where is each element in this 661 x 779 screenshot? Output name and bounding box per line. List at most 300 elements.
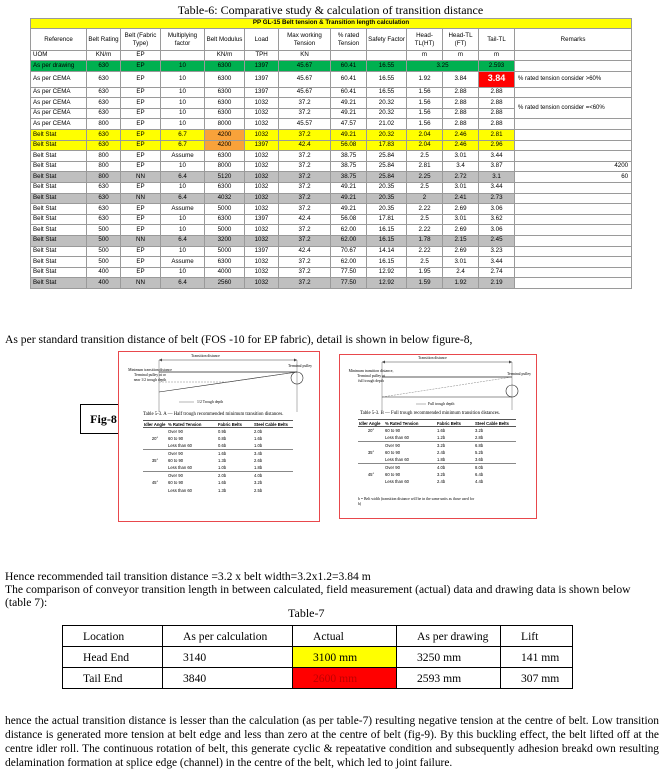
cell: Belt Stat: [31, 235, 87, 246]
cell: 38.75: [331, 161, 367, 172]
mini-cell: [358, 463, 384, 470]
cell: As per drawing: [31, 61, 87, 72]
cell: EP: [121, 71, 161, 87]
paragraph-1: As per standard transition distance of belt (FOS -10 for EP fabric), detail is shown in below figure-8,: [5, 333, 473, 346]
mini-row: [358, 478, 516, 485]
cell: 800: [87, 119, 121, 130]
cell: Belt Stat: [31, 246, 87, 257]
half-trough-diagram: [119, 352, 321, 418]
cell: 500: [87, 257, 121, 268]
cell: EP: [121, 98, 161, 109]
cell: 3840: [163, 668, 293, 689]
transition-calculation-table: [30, 18, 632, 289]
mini-row: [143, 479, 293, 486]
cell: 2.73: [479, 193, 515, 204]
cell: 62.00: [331, 257, 367, 268]
cell: 62.00: [331, 225, 367, 236]
cell: NN: [121, 172, 161, 183]
cell: 49.21: [331, 193, 367, 204]
mini-cell: Less than 60: [168, 487, 192, 493]
cell: EP: [121, 61, 161, 72]
table6-header-row: [31, 29, 632, 51]
cell: 2.81: [479, 129, 515, 140]
cell: Belt Stat: [31, 257, 87, 268]
cell: 20.35: [367, 182, 407, 193]
cell: 6300: [205, 151, 245, 162]
cell: 2.69: [443, 225, 479, 236]
mini-row: [143, 428, 293, 435]
cell: Belt Stat: [31, 129, 87, 140]
mini-cell: 8.0b: [474, 463, 516, 470]
mini-cell: 2.0b: [217, 472, 253, 479]
cell: 16.55: [367, 61, 407, 72]
cell: 37.2: [279, 193, 331, 204]
cell: 141 mm: [501, 647, 573, 668]
header-cell: Belt Modulus: [205, 29, 245, 51]
cell: 60.41: [331, 71, 367, 87]
mini-header: Steel Cable Belts: [253, 421, 293, 428]
cell: EP: [121, 182, 161, 193]
cell: 3.01: [443, 182, 479, 193]
header-cell: % rated Tension: [331, 29, 367, 51]
cell: 2593 mm: [397, 668, 501, 689]
table6-caption: Table-6: Comparative study & calculation of transition distance: [177, 3, 484, 17]
table-row: [31, 246, 632, 257]
cell: 6300: [205, 257, 245, 268]
cell: 800: [87, 161, 121, 172]
cell: Belt Stat: [31, 225, 87, 236]
mini-cell: 3.4b: [253, 450, 293, 457]
cell: 500: [87, 225, 121, 236]
cell: 500: [87, 246, 121, 257]
cell: 630: [87, 193, 121, 204]
cell: 45.67: [279, 87, 331, 98]
left-min-text-2: Terminal pulley at or: [134, 373, 166, 377]
cell: 1032: [245, 161, 279, 172]
half-trough-rows: [143, 428, 293, 495]
cell: 5120: [205, 172, 245, 183]
right-min-text-1: Minimum transition distance,: [348, 369, 394, 373]
cell: 16.15: [367, 235, 407, 246]
cell: 10: [161, 225, 205, 236]
mini-cell: Over 90: [168, 428, 183, 434]
cell: Belt Stat: [31, 278, 87, 289]
recommended-tail-distance-text: Hence recommended tail transition distance =3.2 x belt width=3.2x1.2=3.84 m: [5, 570, 371, 583]
table-row: [31, 98, 632, 109]
mini-cell: 3.2b: [436, 441, 474, 448]
table-row: [31, 161, 632, 172]
cell: 5000: [205, 225, 245, 236]
paragraph-3: hence the actual transition distance is lesser than the calculation (as per table-7) resulting negative tension at the centre of belt. Low transition distance is generated more tension at belt edge and less than zero at the centre of belt (fig-9). By this buckling effect, the belt lifted off at the centre idler roll. The continuous rotation of belt, this generate cyclic & repeatative condition and subsequently adhesion breakd own resulting delamination formation at splice edge (channel) in the centre of the belt, which led to joint failure.: [5, 715, 659, 769]
cell: 60.41: [331, 61, 367, 72]
mini-cell: 1.6b: [437, 427, 446, 433]
cell: 14.14: [367, 246, 407, 257]
unit-cell: KN/m: [87, 51, 121, 61]
cell: 10: [161, 214, 205, 225]
cell: 60.41: [331, 87, 367, 98]
table-row: [31, 129, 632, 140]
left-table-title: Table 5-3. A — Half trough recommended minimum transition distances.: [143, 412, 284, 417]
mini-header: Fabric Belts: [217, 421, 253, 428]
cell: 2.96: [479, 140, 515, 151]
mini-cell: 2.4b: [437, 449, 446, 455]
cell: 2.04: [407, 140, 443, 151]
mini-cell: 1.6b: [254, 436, 263, 442]
cell: As per CEMA: [31, 119, 87, 130]
table-row: [31, 204, 632, 215]
side-value: 4200: [515, 161, 632, 172]
mini-cell: 35°: [151, 458, 159, 464]
cell: 400: [87, 278, 121, 289]
mini-cell: Less than 60: [385, 457, 409, 462]
cell: 8000: [205, 161, 245, 172]
cell: 2.593: [479, 61, 515, 72]
mini-cell: 1.8b: [254, 465, 263, 471]
cell: As per CEMA: [31, 87, 87, 98]
unit-cell: KN/m: [205, 51, 245, 61]
cell: 1397: [245, 71, 279, 87]
mini-cell: 2.0b: [254, 428, 263, 434]
cell: 630: [87, 87, 121, 98]
mini-cell: [358, 441, 384, 448]
cell: 630: [87, 140, 121, 151]
cell: 2.04: [407, 129, 443, 140]
table-row: [31, 172, 632, 183]
cell: EP: [121, 129, 161, 140]
header-cell: Belt Rating: [87, 29, 121, 51]
cell: 3.87: [479, 161, 515, 172]
unit-cell: [161, 51, 205, 61]
mini-cell: [358, 456, 384, 463]
mini-cell: 3.2b: [254, 480, 263, 486]
mini-cell: 60 to 90: [385, 427, 401, 433]
cell: 3.23: [479, 246, 515, 257]
cell: 1032: [245, 204, 279, 215]
paragraph-2: [5, 570, 655, 609]
cell: 47.57: [331, 119, 367, 130]
mini-cell: 1.6b: [217, 450, 253, 457]
cell: 20.32: [367, 98, 407, 109]
cell: 42.4: [279, 140, 331, 151]
cell: 49.21: [331, 108, 367, 119]
unit-cell: UOM: [31, 51, 87, 61]
cell: 49.21: [331, 129, 367, 140]
cell: Belt Stat: [31, 140, 87, 151]
cell: 2.72: [443, 172, 479, 183]
cell: 1032: [245, 119, 279, 130]
cell: 42.4: [279, 214, 331, 225]
mini-cell: 2.8b: [475, 434, 484, 440]
mini-cell: 1.8b: [437, 457, 446, 462]
cell: 2560: [205, 278, 245, 289]
table7-row-head-end: [63, 647, 573, 668]
cell: 37.2: [279, 108, 331, 119]
cell: 77.50: [331, 278, 367, 289]
cell: 2.5: [407, 182, 443, 193]
mini-row: [143, 464, 293, 471]
cell: NN: [121, 235, 161, 246]
unit-cell: m: [407, 51, 443, 61]
cell: 3.1: [479, 172, 515, 183]
mini-cell: Less than 60: [385, 479, 409, 485]
mini-cell: [143, 464, 167, 471]
unit-cell: m: [479, 51, 515, 61]
cell: 3.25: [407, 61, 479, 72]
cell: 1032: [245, 225, 279, 236]
cell: 3250 mm: [397, 647, 501, 668]
mini-cell: 1.3b: [218, 487, 227, 493]
cell: 1397: [245, 61, 279, 72]
unit-cell: [331, 51, 367, 61]
mini-cell: 60 to 90: [168, 436, 184, 442]
cell: 37.2: [279, 151, 331, 162]
cell: 307 mm: [501, 668, 573, 689]
mini-row: [358, 456, 516, 463]
cell: 5000: [205, 246, 245, 257]
cell: Belt Stat: [31, 172, 87, 183]
cell: 37.2: [279, 257, 331, 268]
table-row: [31, 278, 632, 289]
header-cell: As per calculation: [163, 626, 293, 647]
fig8-label: Fig-8: [80, 404, 127, 434]
mini-row: [358, 463, 516, 470]
table7-caption: Table-7: [288, 606, 325, 620]
mini-cell: 0.6b: [218, 443, 227, 449]
cell: 1032: [245, 267, 279, 278]
cell: EP: [121, 204, 161, 215]
mini-cell: 45°: [367, 472, 375, 478]
table-row: [31, 193, 632, 204]
cell: 2.22: [407, 246, 443, 257]
cell: 630: [87, 129, 121, 140]
cell: 38.75: [331, 151, 367, 162]
cell: 3.01: [443, 151, 479, 162]
cell: 6.7: [161, 129, 205, 140]
cell: 10: [161, 98, 205, 109]
cell: 1.56: [407, 108, 443, 119]
cell: [515, 61, 632, 72]
cell: 6300: [205, 71, 245, 87]
mini-cell: 5.2b: [475, 449, 484, 455]
cell: Assume: [161, 204, 205, 215]
right-min-text-3: full trough depth: [358, 379, 384, 383]
table6-title: PP GL-15 Belt tension & Transition length calculation: [31, 19, 632, 29]
cell: Assume: [161, 257, 205, 268]
mini-cell: [143, 450, 167, 457]
cell: [515, 235, 632, 246]
mini-header: Steel Cable Belts: [474, 420, 516, 427]
mini-cell: [143, 472, 167, 479]
cell: 25.84: [367, 161, 407, 172]
cell: 630: [87, 108, 121, 119]
cell: 3.4: [443, 161, 479, 172]
cell: 1032: [245, 193, 279, 204]
right-min-text-2: Terminal pulley at: [357, 374, 385, 378]
cell: 2.22: [407, 204, 443, 215]
cell: 20.32: [367, 108, 407, 119]
remarks-high: % rated tension consider >60%: [515, 71, 632, 87]
cell: 1032: [245, 235, 279, 246]
cell: 1.56: [407, 119, 443, 130]
cell: 20.35: [367, 204, 407, 215]
cell: 2.46: [443, 129, 479, 140]
cell: As per CEMA: [31, 71, 87, 87]
cell: 3.01: [443, 214, 479, 225]
mini-cell: Over 90: [167, 472, 217, 479]
cell: 49.21: [331, 98, 367, 109]
cell: [515, 278, 632, 289]
mini-header: % Rated Tension: [384, 420, 436, 427]
cell: 2.88: [479, 108, 515, 119]
cell: [515, 193, 632, 204]
header-cell: Belt (Fabric Type): [121, 29, 161, 51]
cell: 2.5: [407, 257, 443, 268]
table-row: [31, 119, 632, 130]
cell: 1.92: [443, 278, 479, 289]
mini-cell: Less than 60: [168, 465, 192, 471]
cell: As per CEMA: [31, 108, 87, 119]
cell: 2: [407, 193, 443, 204]
cell: 2.41: [443, 193, 479, 204]
cema-row: [31, 71, 632, 87]
cell: 10: [161, 87, 205, 98]
header-cell: Multiplying factor: [161, 29, 205, 51]
cell: EP: [121, 140, 161, 151]
mini-row: [358, 441, 516, 448]
cell: 2.88: [443, 87, 479, 98]
full-trough-diagram: [340, 355, 538, 415]
cell: 1032: [245, 257, 279, 268]
cell: 3200: [205, 235, 245, 246]
cell: 12.92: [367, 278, 407, 289]
cell: 630: [87, 61, 121, 72]
cell: 2.19: [479, 278, 515, 289]
cell: 49.21: [331, 204, 367, 215]
actual-tail-cell: 2600 mm: [293, 668, 397, 689]
cell: 16.15: [367, 257, 407, 268]
cell: 17.83: [367, 140, 407, 151]
mini-cell: 3.2b: [475, 427, 484, 433]
table6-units-row: [31, 51, 632, 61]
cell: Belt Stat: [31, 193, 87, 204]
cell: 56.08: [331, 214, 367, 225]
cell: 12.92: [367, 267, 407, 278]
cell: 2.15: [443, 235, 479, 246]
mini-cell: 60 to 90: [168, 480, 184, 486]
cell: 37.2: [279, 172, 331, 183]
cell: 37.2: [279, 182, 331, 193]
cell: 1397: [245, 246, 279, 257]
mini-cell: Less than 60: [168, 443, 192, 449]
cell: 2.88: [443, 98, 479, 109]
cell: 3.44: [479, 151, 515, 162]
cell: 2.88: [479, 87, 515, 98]
cell: 2.5: [407, 214, 443, 225]
cell: 2.69: [443, 204, 479, 215]
mini-cell: 35°: [367, 449, 375, 455]
cell: EP: [121, 87, 161, 98]
cell: 16.15: [367, 225, 407, 236]
cell: NN: [121, 278, 161, 289]
cell: 6300: [205, 108, 245, 119]
cell: 8000: [205, 119, 245, 130]
cell: 4200: [205, 140, 245, 151]
cell: 6.4: [161, 193, 205, 204]
cell: 20.35: [367, 193, 407, 204]
mini-cell: 20°: [151, 436, 159, 442]
cell: [515, 182, 632, 193]
cell: Assume: [161, 151, 205, 162]
table7-row-tail-end: [63, 668, 573, 689]
cell: Belt Stat: [31, 267, 87, 278]
cell: 1.95: [407, 267, 443, 278]
table-row: [31, 214, 632, 225]
cell: 6.4: [161, 278, 205, 289]
cell: [515, 204, 632, 215]
mini-cell: 6.4b: [475, 472, 484, 478]
cell: 630: [87, 182, 121, 193]
left-top-label: Transition distance: [191, 354, 220, 358]
cell: EP: [121, 151, 161, 162]
cell: 1032: [245, 182, 279, 193]
cell: 10: [161, 161, 205, 172]
cell: 45.57: [279, 119, 331, 130]
cell: 2.25: [407, 172, 443, 183]
cell: 10: [161, 108, 205, 119]
mini-cell: 4.0b: [253, 472, 293, 479]
cell: 2.22: [407, 225, 443, 236]
header-cell: As per drawing: [397, 626, 501, 647]
cell: 37.2: [279, 129, 331, 140]
left-min-text-1: Minimum transition distance: [128, 368, 172, 372]
mini-cell: [358, 434, 384, 441]
cell: 6300: [205, 214, 245, 225]
cell: 49.21: [331, 182, 367, 193]
mini-row: [143, 487, 293, 494]
cell: 2.69: [443, 246, 479, 257]
unit-cell: [515, 51, 632, 61]
cell: 37.2: [279, 278, 331, 289]
cell: 1.92: [407, 71, 443, 87]
right-top-label: Transition distance: [418, 356, 447, 360]
belt-width-note: b = Belt width (transition distance will be in the same units as those used for b): [358, 497, 475, 506]
cell: 21.02: [367, 119, 407, 130]
cell: 25.84: [367, 151, 407, 162]
cell: 10: [161, 182, 205, 193]
cell: [515, 246, 632, 257]
cell: EP: [121, 257, 161, 268]
drawing-row: [31, 61, 632, 72]
mini-cell: 4.0b: [436, 463, 474, 470]
mini-row: [143, 435, 293, 442]
mini-cell: 3.2b: [437, 472, 446, 478]
cell: 2.4: [443, 267, 479, 278]
mini-cell: 3.6b: [475, 457, 484, 462]
cell: 1397: [245, 87, 279, 98]
cell: Tail End: [63, 668, 163, 689]
cell: [515, 140, 632, 151]
cell: Head End: [63, 647, 163, 668]
right-terminal-pulley: Terminal pulley: [506, 372, 532, 376]
cell: 3140: [163, 647, 293, 668]
cell: 2.74: [479, 267, 515, 278]
cell: 3.62: [479, 214, 515, 225]
cell: 2.81: [407, 161, 443, 172]
cell: 630: [87, 98, 121, 109]
cell: 6.4: [161, 235, 205, 246]
cell: 62.00: [331, 235, 367, 246]
mini-cell: 60 to 90: [385, 449, 401, 455]
